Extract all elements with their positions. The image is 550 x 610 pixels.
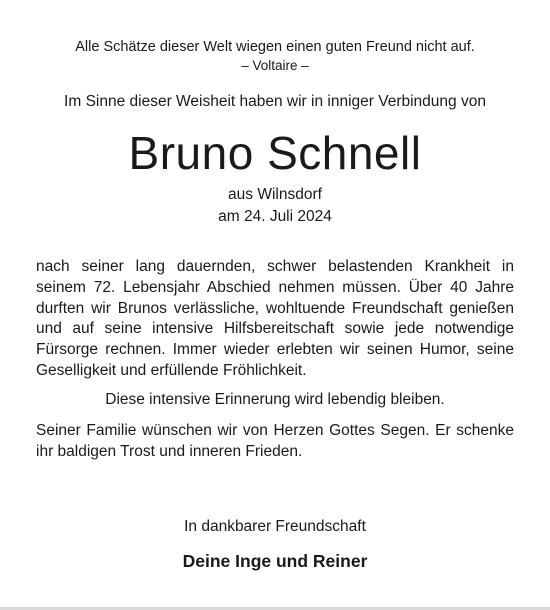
quote-author: – Voltaire – — [241, 58, 309, 73]
deceased-origin: aus Wilnsdorf — [228, 186, 322, 203]
blessing-paragraph: Seiner Familie wünschen wir von Herzen Gottes Segen. Er schenke ihr baldigen Trost und inneren Frieden. — [36, 421, 514, 460]
signature: Deine Inge und Reiner — [182, 550, 368, 571]
closing-phrase: In dankbarer Freundschaft — [184, 517, 366, 535]
memory-line: Diese intensive Erinnerung wird lebendig bleiben. — [105, 390, 445, 408]
deceased-name: Bruno Schnell — [128, 127, 422, 179]
body-text — [36, 257, 514, 382]
intro-line: Im Sinne dieser Weisheit haben wir in inniger Verbindung von — [64, 93, 486, 110]
body-paragraph: nach seiner lang dauernden, schwer belastenden Krankheit in seinem 72. Lebensjahr Abschied nehmen müssen. Über 40 Jahre durften wir Brunos verlässliche, wohltuende Freundschaft genießen und auf seine intensive Hilfsbereitschaft sowie jede notwendige Fürsorge rechnen. Immer wieder erlebten wir seinen Humor, seine Geselligkeit und erfüllende Fröhlichkeit. — [36, 258, 514, 379]
quote-text: Alle Schätze dieser Welt wiegen einen guten Freund nicht auf. — [75, 39, 475, 55]
deceased-date: am 24. Juli 2024 — [218, 208, 332, 225]
